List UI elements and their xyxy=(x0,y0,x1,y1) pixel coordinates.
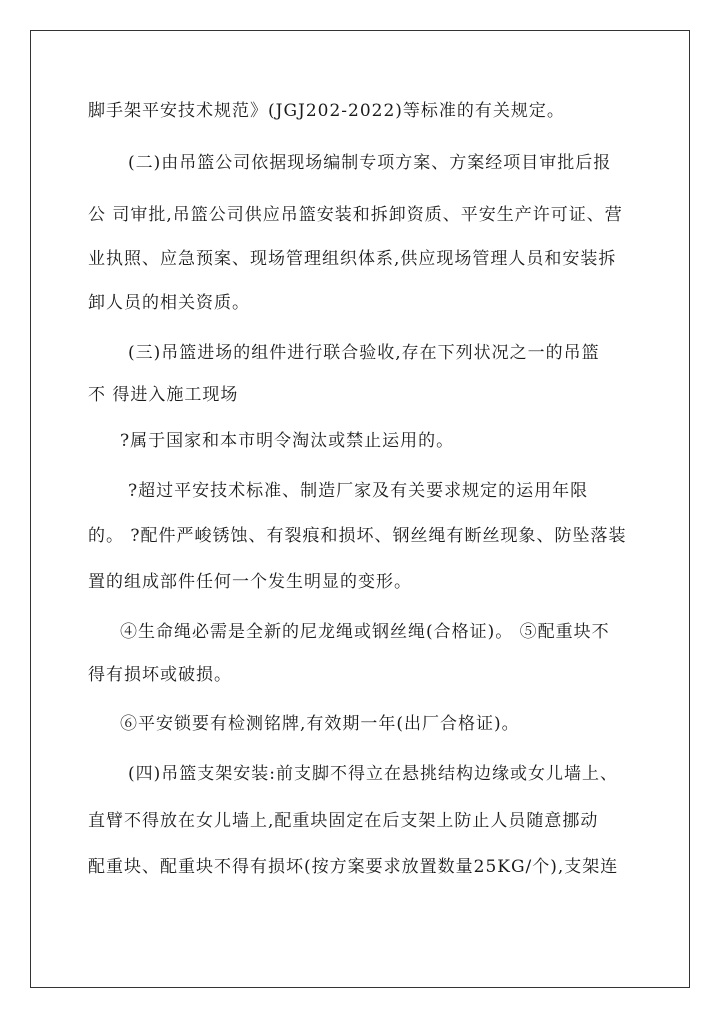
text-line-16: 直臂不得放在女儿墙上,配重块固定在后支架上防止人员随意挪动 xyxy=(88,811,599,831)
text-line-11: 置的组成部件任何一个发生明显的变形。 xyxy=(88,572,412,592)
text-line-9: ?超过平安技术标准、制造厂家及有关要求规定的运用年限 xyxy=(128,481,589,501)
text-line-17: 配重块、配重块不得有损坏(按方案要求放置数量25KG/个),支架连 xyxy=(88,857,619,877)
text-line-13: 得有损坏或破损。 xyxy=(88,665,232,685)
text-line-7: 不 得进入施工现场 xyxy=(88,385,239,405)
text-line-4: 业执照、应急预案、现场管理组织体系,供应现场管理人员和安装拆 xyxy=(88,249,617,269)
text-line-5: 卸人员的相关资质。 xyxy=(88,293,250,313)
text-line-3: 公 司审批,吊篮公司供应吊篮安装和拆卸资质、平安生产许可证、营 xyxy=(88,205,623,225)
text-line-12: ④生命绳必需是全新的尼龙绳或钢丝绳(合格证)。 ⑤配重块不 xyxy=(120,622,610,642)
text-line-15: (四)吊篮支架安装:前支脚不得立在悬挑结构边缘或女儿墙上、 xyxy=(128,764,618,784)
text-line-6: (三)吊篮进场的组件进行联合验收,存在下列状况之一的吊篮 xyxy=(128,343,600,363)
text-line-14: ⑥平安锁要有检测铭牌,有效期一年(出厂合格证)。 xyxy=(120,714,520,734)
text-line-10: 的。 ?配件严峻锈蚀、有裂痕和损坏、钢丝绳有断丝现象、防坠落装 xyxy=(88,526,627,546)
text-line-1: 脚手架平安技术规范》(JGJ202-2022)等标准的有关规定。 xyxy=(88,101,565,121)
text-line-8: ?属于国家和本市明令淘汰或禁止运用的。 xyxy=(120,431,455,451)
text-line-2: (二)由吊篮公司依据现场编制专项方案、方案经项目审批后报 xyxy=(128,153,612,173)
